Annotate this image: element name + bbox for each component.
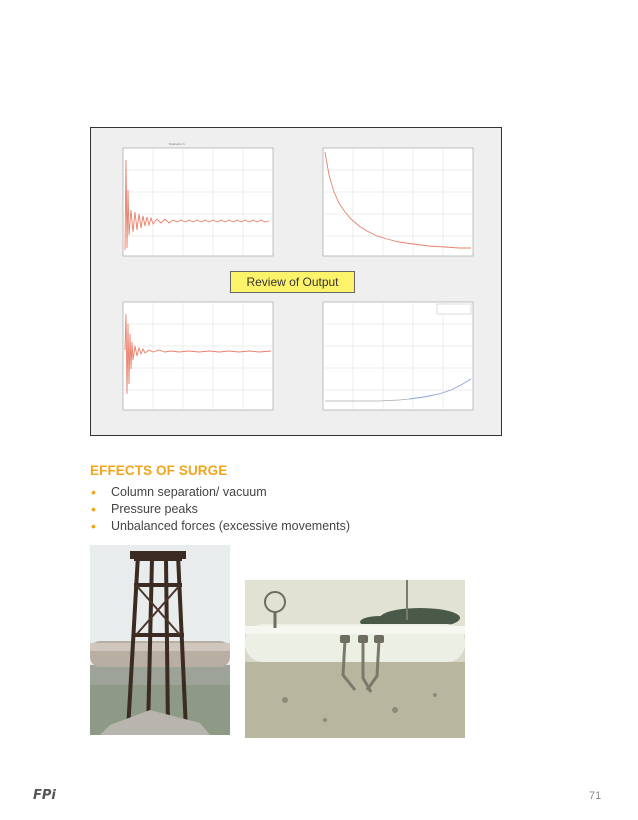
list-item: • Pressure peaks xyxy=(91,501,198,517)
plot-pressure-at-node xyxy=(109,140,285,276)
bullet-icon: • xyxy=(91,501,96,517)
bullet-icon: • xyxy=(91,518,96,534)
photo-pipe-support-tower xyxy=(90,545,230,735)
plot-flow-through xyxy=(309,140,485,276)
bullet-list xyxy=(90,484,350,535)
bullet-icon: • xyxy=(91,484,96,500)
section-heading: EFFECTS OF SURGE xyxy=(90,463,228,478)
list-item: • Unbalanced forces (excessive movements) xyxy=(91,518,350,534)
output-figure xyxy=(90,127,502,436)
fpi-logo: FPi xyxy=(33,788,56,803)
review-of-output-label: Review of Output xyxy=(230,271,355,293)
photo-pipe-damage xyxy=(245,580,465,738)
plot-pressure-along-pipe xyxy=(309,294,485,430)
svg-text:Scenario 1: Scenario 1 xyxy=(169,142,185,146)
page-number: 71 xyxy=(589,790,602,802)
plot-acceleration xyxy=(109,294,285,430)
list-item: • Column separation/ vacuum xyxy=(91,484,267,500)
